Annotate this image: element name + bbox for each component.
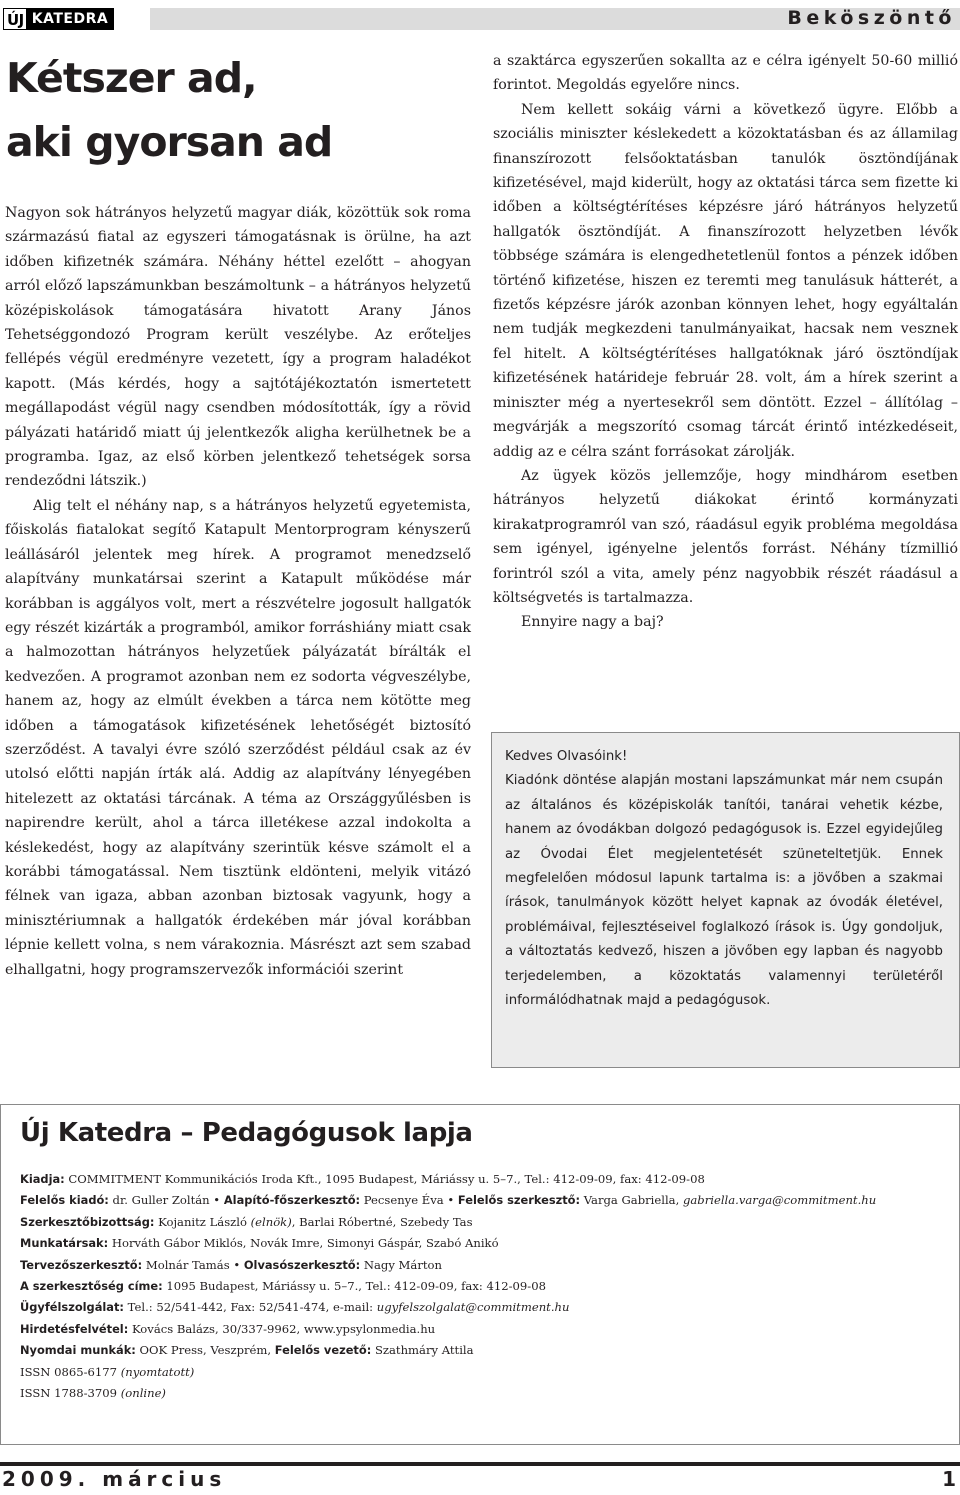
imprint-lines (20, 1169, 950, 1404)
print-manager-label: Felelős vezető: (274, 1343, 372, 1358)
imprint-issn-print-line (20, 1362, 950, 1383)
imprint-ads-line (20, 1319, 950, 1340)
staff-label: Munkatársak: (20, 1236, 109, 1251)
customer-service-label: Ügyfélszolgálat: (20, 1300, 124, 1315)
responsible-publisher-value: dr. Guller Zoltán (112, 1193, 210, 1208)
article-paragraph: Nagyon sok hátrányos helyzetű magyar diák, közöttük sok roma származású fiatal az egyszeri támogatásnak is örülne, ha azt időben kifizetnék számára. Néhány héttel ezelőtt – ahogyan arról előző lapszámunkban beszámoltunk – a hátrányos helyzetű középiskolások támogatására hivatott Arany János Tehetséggondozó Program került veszélybe. Az erőteljes fellépés végül eredményre vezetett, így a program haladékot kapott. (Más kérdés, hogy a sajtótájékoztatón ismertetett megállapodást végül nagy csendben módosították, így a rövid pályázati határidő miatt új jelentkezők aligha kerülhetnek be a programba. Igaz, az első körben jelentkező tehetségek sorsa rendeződni látszik.) (5, 205, 471, 490)
imprint-issn-online-line (20, 1383, 950, 1404)
publisher-value: COMMITMENT Kommunikációs Iroda Kft., 1095 Budapest, Máriássy u. 5–7., Tel.: 412-09-09, fax: 412-09-08 (68, 1172, 705, 1186)
customer-service-email-link[interactable]: ugyfelszolgalat@commitment.hu (376, 1300, 570, 1315)
issn-online: ISSN 1788-3709 (20, 1386, 118, 1401)
editorial-board-label: Szerkesztőbizottság: (20, 1214, 155, 1229)
editor-in-charge-value: Varga Gabriella, (583, 1193, 680, 1208)
imprint-board-line (20, 1212, 950, 1233)
article-title-line-2: aki gyorsan ad (6, 118, 333, 166)
design-editor-value: Molnár Tamás (145, 1257, 230, 1272)
office-address-value: 1095 Budapest, Máriássy u. 5–7., Tel.: 412-09-09, fax: 412-09-08 (166, 1279, 546, 1294)
editorial-board-members: , Barlai Róbertné, Szebedy Tas (291, 1214, 473, 1229)
notice-body: Kiadónk döntése alapján mostani lapszámunkat már nem csupán az általános és középiskolák tanítói, tanárai vehetik kézbe, hanem az óvodákban dolgozó pedagógusok is. Ezzel egyidejűleg az Óvodai Élet megjelentetését szüneteltetjük. Ennek megfelelően módosul lapunk tartalma is: a jövőben a szakmai írások, tanulmányok között helyet kapnak az óvodák életével, problémáival, fejlesztéseivel foglalkozó írások is. Úgy gondoljuk, a változtatás kedvező, hiszen a jövőben egy lapban és nagyobb terjedelemben, a közoktatás valamennyi területéről informálódhatnak majd a pedagógusok. (505, 773, 943, 1009)
editorial-board-chair-role: (elnök) (250, 1214, 292, 1229)
article-title (6, 46, 476, 174)
imprint-box (0, 1104, 960, 1445)
customer-service-value: Tel.: 52/541-442, Fax: 52/541-474, e-mail: (127, 1300, 374, 1315)
responsible-publisher-label: Felelős kiadó: (20, 1193, 109, 1208)
printing-value: OOK Press, Veszprém, (139, 1343, 272, 1358)
print-manager-value: Szathmáry Attila (374, 1343, 474, 1358)
reader-notice-content (505, 745, 943, 1013)
issn-online-note: (online) (120, 1386, 166, 1401)
imprint-address-line (20, 1276, 950, 1297)
header-bar (0, 8, 960, 30)
reader-notice-box (491, 732, 960, 1068)
page-footer (0, 1462, 960, 1495)
article-paragraph: Alig telt el néhány nap, s a hátrányos helyzetű egyetemista, főiskolás fiatalokat segítő Katapult Mentorprogram kényszerű leállásáról jelentek meg hírek. A programot menedzselő alapítvány munkatársai szerint a Katapult működése már korábban is aggályos volt, mert a részvételre jogosult hallgatók egy részét kizárták a programból, amikor forráshiány miatt csak a halmozottan hátrányos helyzetűek pályázatát bírálták el kedvezően. A programot azonban nem ez sodorta végveszélybe, hanem az, hogy az elmúlt években a tárca nem kötötte meg időben a támogatások kifizetésének lehetőségét biztosító szerződést. A tavalyi évre szóló szerződést például csak az év utolsó előtti napján írták alá. Addig az alapítvány lényegében hitelezett az oktatási tárcának. A téma az Országgyűlésben is napirendre került, ahol a tárca illetékese azzal indokolta a késlekedést, hogy az alapítvány szerintük késve számolt el a korábbi támogatással. Nem tisztünk eldönteni, melyik vitázó félnek van igaza, abban azonban biztosak vagyunk, hogy a minisztériumnak a hallgatók érdekében már jóval korábban lépnie kellett volna, s nem várakoznia. Másrészt azt sem szabad elhallgatni, hogy programszervezők információi szerint (5, 497, 471, 978)
copy-editor-label: Olvasószerkesztő: (243, 1257, 361, 1272)
imprint-staff-line (20, 1233, 950, 1254)
section-label: Beköszöntő (787, 7, 956, 29)
article-right-column (493, 49, 958, 635)
issn-print: ISSN 0865-6177 (20, 1364, 118, 1379)
article-paragraph: Az ügyek közös jellemzője, hogy mindhárom esetben hátrányos helyzetű diákokat érintő kormányzati kirakatprogramról van szó, ráadásul egyik probléma megoldása sem igényel, igényelne jelentős forrást. Néhány tízmillió forintról szól a vita, amely pénz nagyobbik részét ráadásul a költségvetés is tartalmazza. (493, 467, 958, 606)
editor-email-link[interactable]: gabriella.varga@commitment.hu (682, 1193, 877, 1208)
article-left-column (5, 201, 471, 982)
uj-katedra-logo (3, 8, 114, 30)
notice-greeting: Kedves Olvasóink! (505, 749, 628, 764)
article-paragraph: Nem kellett sokáig várni a következő ügyre. Előbb a szociális miniszter késlekedett a közoktatásban és az államilag finanszírozott felsőoktatásban tanulók ösztöndíjának kifizetésével, majd kiderült, hogy az oktatási tárca sem fizette ki időben a költségtérítéses képzésre járó hátrányos helyzetű hallgatók ösztöndíját. A finanszírozott helyzetben lévők többsége számára is elengedhetetlenül fontos a pénzek időben történő kifizetése, hiszen ez teremti meg tanulásuk hátterét, a fizetős képzésre járók azonban könnyen lehet, hogy egyáltalán nem tudják megkezdeni tanulmányaikat, hacsak nem vesznek fel hitelt. A költségtérítéses hallgatóknak járó ösztöndíjak kifizetésének határideje február 28. volt, ám a hírek szerint a miniszter még a nyertesekről sem döntött. Ezzel – állítólag – megvárják a megszorító csomag tárcát érintő intézkedéseit, addig az e célra szánt forrásokat zárolják. (493, 101, 958, 460)
imprint-responsible-line: Felelős kiadó: dr. Guller Zoltán • Alapító-főszerkesztő: Pecsenye Éva • Felelős szerkesztő: Varga Gabriella, gabriella.varga@commitment.hu (20, 1193, 877, 1208)
printing-label: Nyomdai munkák: (20, 1343, 136, 1358)
imprint-design-line: Tervezőszerkesztő: Molnár Tamás • Olvasószerkesztő: Nagy Márton (20, 1257, 442, 1272)
founding-editor-value: Pecsenye Éva (363, 1193, 444, 1208)
article-closing-question: Ennyire nagy a baj? (521, 614, 664, 631)
header-gray-band (150, 8, 960, 30)
office-address-label: A szerkesztőség címe: (20, 1279, 163, 1294)
advertising-label: Hirdetésfelvétel: (20, 1321, 129, 1336)
article-paragraph: a szaktárca egyszerűen sokallta az e célra igényelt 50-60 millió forintot. Megoldás egyelőre nincs. (493, 53, 958, 94)
page-number: 1 (942, 1467, 956, 1491)
imprint-service-line (20, 1297, 950, 1318)
issue-date: 2009. március (2, 1467, 227, 1491)
editorial-board-chair: Kojanitz László (158, 1214, 247, 1229)
advertising-value: Kovács Balázs, 30/337-9962, www.ypsylonmedia.hu (131, 1321, 436, 1336)
article-title-line-1: Kétszer ad, (6, 54, 257, 102)
copy-editor-value: Nagy Márton (363, 1257, 442, 1272)
imprint-title: Új Katedra – Pedagógusok lapja (20, 1118, 473, 1148)
editor-in-charge-label: Felelős szerkesztő: (457, 1193, 581, 1208)
logo-uj-text: ÚJ (3, 8, 26, 30)
logo-katedra-text: KATEDRA (26, 8, 114, 30)
founding-editor-label: Alapító-főszerkesztő: (223, 1193, 361, 1208)
publisher-label: Kiadja: (20, 1172, 65, 1186)
imprint-publisher-line (20, 1169, 950, 1190)
imprint-print-line (20, 1340, 950, 1361)
staff-value: Horváth Gábor Miklós, Novák Imre, Simonyi Gáspár, Szabó Anikó (111, 1236, 499, 1251)
issn-print-note: (nyomtatott) (120, 1364, 195, 1379)
design-editor-label: Tervezőszerkesztő: (20, 1257, 143, 1272)
